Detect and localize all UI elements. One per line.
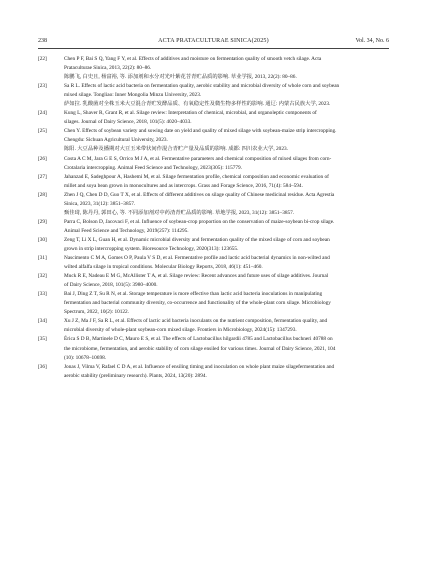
reference-line: Jonas J, Vilma V, Rafael C D A, et al. Influence of ensiling timing and inoculation on whole plant maize silagefermentation and xyxy=(64,363,335,370)
reference-number: [31] xyxy=(38,255,47,262)
reference-list xyxy=(38,55,390,381)
reference-line: silages. Journal of Dairy Science, 2018, 101(5): 4020–4033. xyxy=(64,119,192,126)
reference-line: 陈阳. 大豆品种及播期对大豆玉米带状间作混合青贮产量及品质的影响. 成都: 四川农业大学, 2023. xyxy=(64,146,288,153)
reference-entry xyxy=(38,127,390,154)
reference-line: Spectrum, 2022, 10(2): 10122. xyxy=(64,309,130,316)
reference-line: 陈鹏飞, 白史且, 杨富裕, 等. 添加剂和水分对光叶紫花苕青贮品质的影响. 草业学报, 2013, 22(2): 80–86. xyxy=(64,74,297,81)
reference-entry xyxy=(38,218,390,236)
reference-number: [29] xyxy=(38,218,47,225)
reference-number: [33] xyxy=(38,291,47,298)
reference-entry xyxy=(38,236,390,254)
reference-line: Chengdu: Sichuan Agricultural University, 2023. xyxy=(64,137,168,144)
reference-number: [34] xyxy=(38,318,47,325)
page-number: 238 xyxy=(38,38,47,44)
reference-entry xyxy=(38,335,390,362)
reference-line: 萨如拉. 乳酸菌对全株玉米大豆混合青贮发酵品质、有氧稳定性及微生物多样性的影响. 通辽: 内蒙古民族大学, 2023. xyxy=(64,101,331,108)
reference-entry xyxy=(38,55,390,82)
reference-number: [36] xyxy=(38,363,47,370)
reference-line: Parra C, Bolson D, Jacovaci F, et al. Influence of soybean-crop proportion on the conservation of maize-soybean bi-crop silage. xyxy=(64,218,335,225)
reference-line: microbial diversity of whole-plant soybean-corn mixed silage. Frontiers in Microbiology, 2024(15): 1347293. xyxy=(64,327,297,334)
reference-line: Xu J Z, Ma J F, Sa R L, et al. Effects of lactic acid bacteria inoculants on the nutrient composition, fermentation quality, and xyxy=(64,318,328,325)
reference-entry xyxy=(38,363,390,381)
reference-number: [30] xyxy=(38,236,47,243)
reference-line: aerobic stability (preliminary research). Plants, 2024, 13(20): 2894. xyxy=(64,372,207,379)
reference-line: Jahanzad E, Sadeghpour A, Hashemi M, et al. Silage fermentation profile, chemical composition and economic evaluation of xyxy=(64,173,329,180)
reference-line: 甄佳琦, 陈丹丹, 郭田心, 等. 不同添加剂对中药渣青贮品质的影响. 草地学报, 2023, 31(12): 3851–3857. xyxy=(64,209,295,216)
reference-entry xyxy=(38,191,390,218)
reference-line: mixed silage. Tongliao: Inner Mongolia Minzu University, 2023. xyxy=(64,92,202,99)
reference-entry xyxy=(38,272,390,290)
reference-entry xyxy=(38,254,390,272)
page-header xyxy=(38,36,389,48)
journal-title: ACTA PRATACULTURAE SINICA(2025) xyxy=(158,38,269,44)
reference-number: [32] xyxy=(38,273,47,280)
header-rule xyxy=(38,48,389,49)
reference-number: [25] xyxy=(38,128,47,135)
reference-number: [35] xyxy=(38,336,47,343)
reference-entry xyxy=(38,290,390,317)
reference-number: [24] xyxy=(38,110,47,117)
reference-line: Animal Feed Science and Technology, 2019(257): 114295. xyxy=(64,227,189,234)
reference-number: [27] xyxy=(38,173,47,180)
reference-line: of Dairy Science, 2018, 101(5): 3980–4000. xyxy=(64,282,158,289)
reference-line: Bai J, Ding Z T, Su R N, et al. Storage temperature is more effective than lactic acid bacteria inoculations in manipulating xyxy=(64,291,323,298)
reference-line: Chen P F, Bai S Q, Yang F Y, et al. Effects of additives and moisture on fermentation quality of smooth vetch silage. Acta xyxy=(64,56,322,62)
reference-number: [26] xyxy=(38,155,47,162)
reference-entry xyxy=(38,109,390,127)
reference-line: wilted alfalfa silage in tropical conditions. Molecular Biology Reports, 2018, 46(1): 451–460. xyxy=(64,264,263,271)
reference-line: (10): 10678–10698. xyxy=(64,354,107,361)
reference-line: Muck R E, Nadeau E M G, McAllister T A, et al. Silage review: Recent advances and future uses of silage additives. Journal xyxy=(64,273,329,280)
reference-entry xyxy=(38,155,390,173)
volume-issue: Vol. 34, No. 6 xyxy=(355,38,389,44)
reference-line: Crotalaria intercropping. Animal Feed Science and Technology, 2023(305): 115779. xyxy=(64,164,243,171)
reference-line: Costa A C M, Jara G E S, Orrico M J A, et al. Fermentative parameters and chemical composition of mixed silages from corn- xyxy=(64,155,332,162)
reference-line: Sa R L. Effects of lactic acid bacteria on fermentation quality, aerobic stability and microbial diversity of whole corn and soybean xyxy=(64,83,340,90)
reference-number: [23] xyxy=(38,83,47,90)
reference-line: Zhen J Q, Chen D D, Guo T X, et al. Effects of different additives on silage quality of Chinese medicinal residue. Acta Agrestia xyxy=(64,191,335,198)
reference-line: the microbiome, fermentation, and aerobic stability of corn silage ensiled for various times. Journal of Dairy Science, 2021, 104 xyxy=(64,345,336,352)
reference-entry xyxy=(38,317,390,335)
reference-line: millet and soya bean grown in monocultures and as intercrops. Grass and Forage Science, 2016, 71(4): 584–594. xyxy=(64,182,303,189)
reference-line: Kung L, Shaver R, Grant R, et al. Silage review: Interpretation of chemical, microbial, and organoleptic components of xyxy=(64,110,317,117)
reference-line: fermentation and bacterial community diversity, co-occurrence and functionality of the whole-plant corn silage. Microbiology xyxy=(64,300,331,307)
reference-line: Érica S D B, Martinele D C, Mauro E S, et al. The effects of Lactobacillus hilgardii 4785 and Lactobacillus buchneri 40788 on xyxy=(64,336,333,343)
reference-number: [28] xyxy=(38,191,47,198)
reference-number: [22] xyxy=(38,56,47,62)
reference-line: Nascimento C M A, Gomes O P, Paula V S D, et al. Fermentative profile and lactic acid bacterial dynamics in non-wilted and xyxy=(64,255,330,262)
reference-line: Sinica, 2023, 31(12): 3851–3857. xyxy=(64,200,136,207)
reference-line: Zeng T, Li X L, Guan H, et al. Dynamic microbial diversity and fermentation quality of the mixed silage of corn and soybean xyxy=(64,236,330,243)
reference-entry xyxy=(38,173,390,191)
reference-line: grown in strip intercropping system. Bioresource Technology, 2020(313): 123655. xyxy=(64,245,239,252)
reference-line: Prataculturae Sinica, 2013, 22(2): 80–86. xyxy=(64,65,152,72)
reference-entry xyxy=(38,82,390,109)
reference-line: Chen Y. Effects of soybean variety and sowing date on yield and quality of mixed silage with soybean-maize strip intercropping. xyxy=(64,128,337,135)
